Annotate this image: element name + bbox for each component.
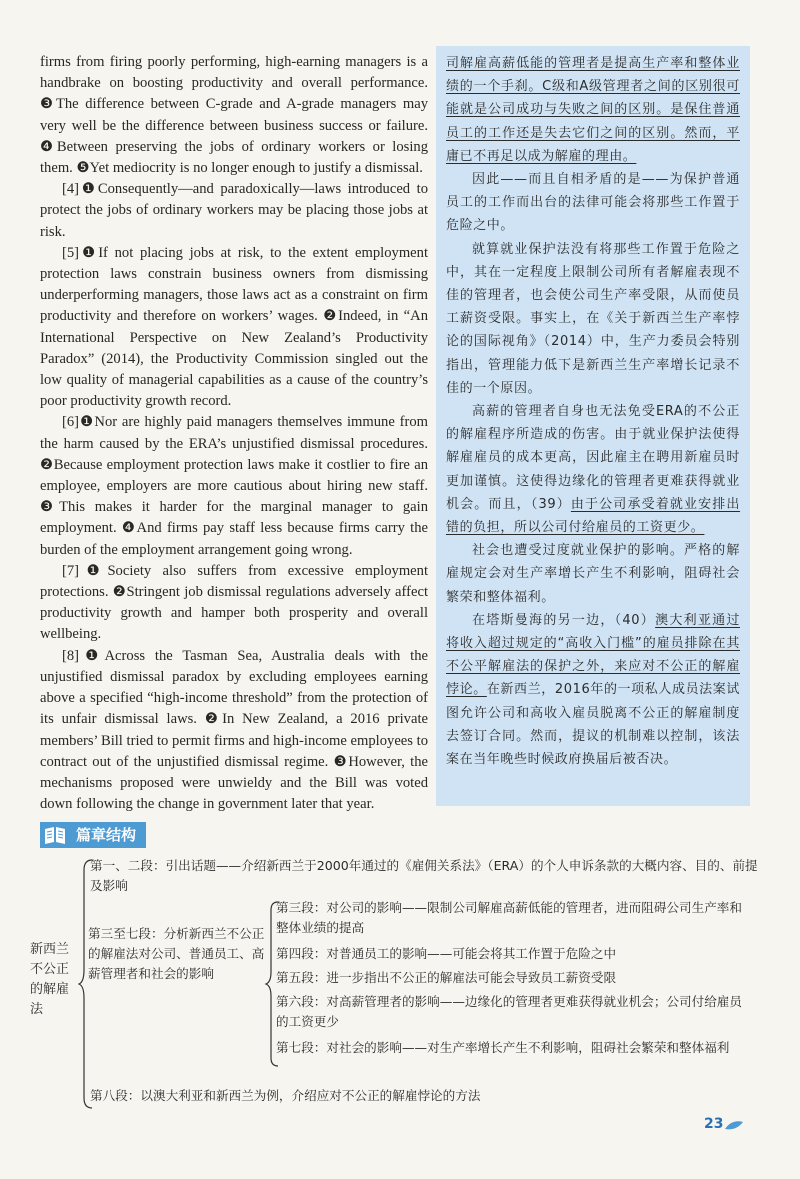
chinese-paragraph-6-text: 高薪的管理者自身也无法免受ERA的不公正的解雇程序所造成的伤害。由于就业保护法使得解雇雇员的成本更高，因此雇主在聘用新雇员时更加谨慎。这使得边缘化的管理者更难获得就业机会。而且，（39）: [446, 404, 740, 512]
translation-answer-40: 澳大利亚通过将收入超过规定的“高收入门槛”的雇员排除在其不公平解雇法的保护之外，来应对不公正的解雇悖论。: [446, 612, 740, 698]
english-paragraph-4: [4]❶Consequently—and paradoxically—laws introduced to protect the jobs of ordinary workers may be placing those jobs at risk.: [40, 181, 428, 240]
page-number: 23: [704, 1116, 724, 1132]
structure-root: 新西兰不公正的解雇法: [30, 942, 70, 1017]
chinese-paragraph-8-rest: 在新西兰，2016年的一项私人成员法案试图允许公司和高收入雇员脱离不公正的解雇制度去签订合同。然而，提议的机制难以控制，该法案在当年晚些时候政府换届后被否决。: [446, 682, 740, 768]
english-paragraph-6: [6]❶Nor are highly paid managers themselves immune from the harm caused by the ERA’s unjustified dismissal procedures. ❷Because employment protection laws make it costlier to fire an employee, employers are more cautious about hiring new staff. ❸This makes it harder for the marginal manager to gain employment. ❹And firms pay staff less because firms carry the burden of the employment arrangement going wrong.: [40, 414, 428, 558]
section-title: 篇章结构: [70, 822, 146, 848]
english-paragraph-7: [7]❶Society also suffers from excessive employment protections. ❷Stringent job dismissal regulations adversely affect productivity growth and hamper both prosperity and overall wellbeing.: [40, 562, 428, 643]
chinese-translation: [436, 46, 750, 806]
structure-part-3: 第八段：以澳大利亚和新西兰为例，介绍应对不公正的解雇悖论的方法: [90, 1088, 481, 1103]
structure-para-3: 第三段：对公司的影响——限制公司解雇高薪低能的管理者，进而阻碍公司生产率和整体业绩的提高: [276, 900, 742, 935]
chinese-paragraph-5: 就算就业保护法没有将那些工作置于危险之中，其在一定程度上限制公司所有者解雇表现不佳的管理者，也会使公司生产率受限，从而使员工薪资受限。事实上，在《关于新西兰生产率悖论的国际视角》（2014）中，生产力委员会特别指出，管理能力低下是新西兰生产率增长记录不佳的一个原因。: [446, 241, 740, 396]
translation-answer-39: 由于公司承受着就业安排出错的负担，所以公司付给雇员的工资更少。: [446, 496, 741, 536]
english-passage: [40, 52, 428, 815]
structure-part-2-text: 第三至七段：分析新西兰不公正的解雇法对公司、普通员工、高薪管理者和社会的影响: [88, 926, 265, 981]
structure-part-1: 第一、二段：引出话题——介绍新西兰于2000年通过的《雇佣关系法》（ERA）的个人申诉条款的大概内容、目的、前提及影响: [90, 858, 758, 893]
chinese-paragraph-7: 社会也遭受过度就业保护的影响。严格的解雇规定会对生产率增长产生不利影响，阻碍社会繁荣和整体福利。: [446, 543, 740, 605]
english-paragraph-8: [8]❶Across the Tasman Sea, Australia deals with the unjustified dismissal paradox by excluding employees earning above a specified “high-income threshold” from the protection of its unfair dismissal laws. ❷In New Zealand, a 2016 private members’ Bill tried to permit firms and high-income employees to contract out of the unjustified dismissal regime. ❸However, the mechanisms proposed were unwieldy and the Bill was voted down following the change in government later that year.: [40, 647, 428, 813]
section-header: [40, 822, 146, 848]
leaf-icon: [724, 1119, 744, 1131]
structure-para-5: 第五段：进一步指出不公正的解雇法可能会导致员工薪资受限: [276, 970, 617, 985]
chinese-paragraph-8: [446, 609, 740, 771]
structure-part-2: [88, 924, 274, 984]
chinese-paragraph-8-lead: 在塔斯曼海的另一边，（40）: [472, 612, 656, 628]
structure-para-6: 第六段：对高薪管理者的影响——边缘化的管理者更难获得就业机会；公司付给雇员的工资更少: [276, 994, 742, 1029]
english-paragraph-5: [5]❶If not placing jobs at risk, to the extent employment protection laws constrain business owners from dismissing underperforming managers, those laws act as a constraint on firm productivity and therefore on workers’ wages. ❷Indeed, in “An International Perspective on New Zealand’s Productivity Paradox” (2014), the Productivity Commission singled out the low quality of managerial capabilities as a cause of the country’s poor productivity growth record.: [40, 244, 428, 410]
structure-diagram: [28, 852, 768, 1112]
structure-para-7: 第七段：对社会的影响——对生产率增长产生不利影响，阻碍社会繁荣和整体福利: [276, 1040, 730, 1055]
chinese-paragraph-3-cont: 司解雇高薪低能的管理者是提高生产率和整体业绩的一个手刹。C级和A级管理者之间的区别很可能就是公司成功与失败之间的区别。是保住普通员工的工作还是失去它们之间的区别。然而，平庸已不再足以成为解雇的理由。: [446, 56, 740, 164]
english-paragraph-3-cont: firms from firing poorly performing, high-earning managers is a handbrake on boosting productivity and overall performance. ❸The difference between C-grade and A-grade managers may very well be the difference between business success or failure. ❹Between preserving the jobs of ordinary workers or losing them. ❺Yet mediocrity is no longer enough to justify a dismissal.: [40, 54, 428, 177]
structure-para-4: 第四段：对普通员工的影响——可能会将其工作置于危险之中: [276, 946, 617, 961]
chinese-paragraph-4: 因此——而且自相矛盾的是——为保护普通员工的工作而出台的法律可能会将那些工作置于危险之中。: [446, 172, 740, 234]
chinese-paragraph-6: [446, 400, 740, 539]
book-icon: [40, 822, 70, 848]
